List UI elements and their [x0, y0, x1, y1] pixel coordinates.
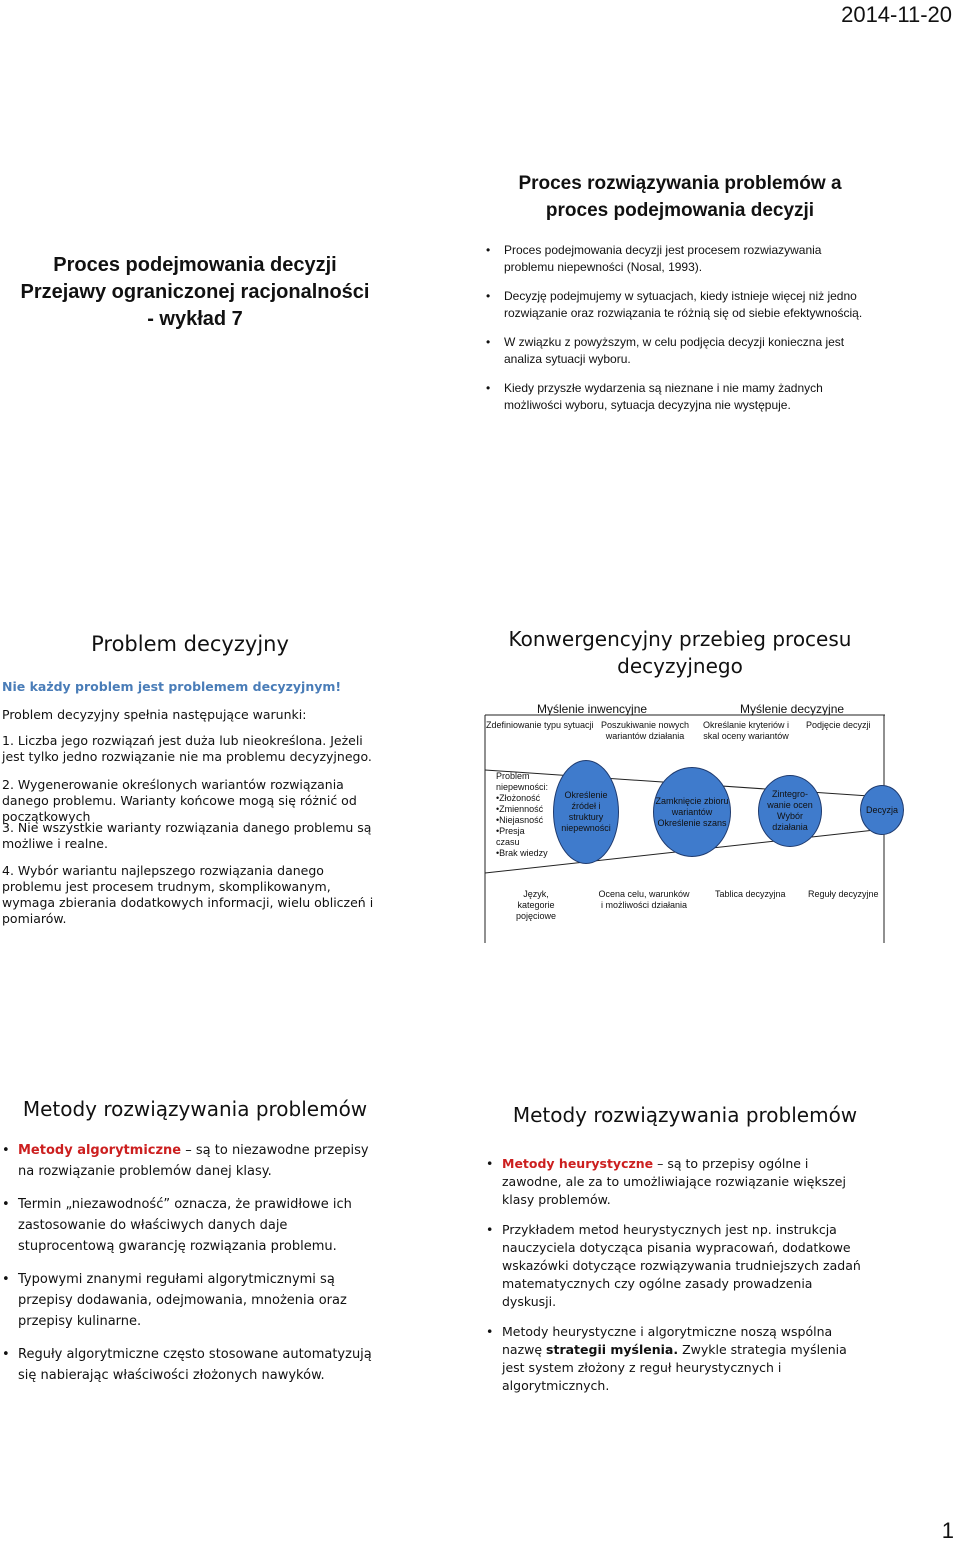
- slide1-line3: - wykład 7: [147, 308, 243, 330]
- slide6-b3-pre: Metody heurystyczne i algorytmiczne noszą wspólna nazwę: [502, 1324, 833, 1357]
- slide2-title: [490, 170, 870, 224]
- problem-line: czasu: [496, 837, 520, 847]
- slide3-item-4: 4. Wybór wariantu najlepszego rozwiązania danego problemu jest procesem trudnym, skomplikowanym, wymaga zbierania dodatkowych informacji, wielu obliczeń i pomiarów.: [2, 863, 374, 926]
- slide2-bullets: [486, 242, 866, 426]
- slide5-b1-rest: – są to niezawodne przepisy na rozwiązanie problemów danej klasy.: [18, 1143, 369, 1179]
- slide6-bullet: [486, 1323, 866, 1395]
- ellipse-sources: [553, 760, 619, 864]
- ellipse-integrating: [758, 775, 822, 847]
- problem-line: •Niejasność: [496, 815, 544, 825]
- step-decide: Podjęcie decyzji: [806, 720, 871, 730]
- problem-box: [496, 771, 552, 859]
- slide6-bullet: • Przykładem metod heurystycznych jest np. instrukcja nauczyciela dotycząca pisania wypracowań, dodatkowe wskazówki dotyczące rozwiązywania trudniejszych zadań matematycznych czy ogólne zasady prowadzenia dyskusji.: [486, 1221, 866, 1311]
- step-define: Zdefiniowanie typu sytuacji: [486, 720, 594, 730]
- slide5-b1-term: Metody algorytmiczne: [18, 1143, 182, 1158]
- slide2-bullet: • W związku z powyższym, w celu podjęcia decyzji konieczna jest analiza sytuacji wyboru.: [486, 334, 866, 368]
- slide3-intro: Problem decyzyjny spełnia następujące warunki:: [2, 707, 307, 722]
- problem-line: •Brak wiedzy: [496, 848, 548, 858]
- problem-line: •Złożoność: [496, 793, 541, 803]
- step-search: Poszukiwanie nowych wariantów działania: [600, 720, 690, 741]
- slide4-title: [490, 626, 870, 680]
- slide2-title-line1: Proces rozwiązywania problemów a: [518, 173, 842, 194]
- tool-decision-table: Tablica decyzyjna: [715, 889, 786, 899]
- problem-line: niepewności:: [496, 782, 549, 792]
- slide3-title: Problem decyzyjny: [91, 632, 289, 656]
- slide6-b1-term: Metody heurystyczne: [502, 1156, 654, 1171]
- slide2-bullet: • Kiedy przyszłe wydarzenia są nieznane i nie mamy żadnych możliwości wyboru, sytuacja decyzyjna nie występuje.: [486, 380, 866, 414]
- page-date: 2014-11-20: [841, 2, 952, 27]
- ellipse-closing: [653, 767, 731, 857]
- slide6-bullet: [486, 1155, 866, 1209]
- ellipse-decision: [860, 785, 904, 835]
- slide5-bullet: [2, 1140, 380, 1182]
- slide5-bullets: [2, 1140, 380, 1398]
- tool-assessment: Ocena celu, warunków i możliwości działania: [598, 889, 690, 910]
- phase-right-label: Myślenie decyzyjne: [740, 702, 845, 716]
- ellipse-decision-label: Decyzja: [865, 804, 898, 815]
- slide6-b3-term: strategii myślenia.: [546, 1342, 679, 1357]
- tool-language: Język, kategorie pojęciowe: [515, 889, 557, 921]
- ellipse-sources-label: Określenie źródeł i struktury niepewności: [561, 790, 611, 833]
- tool-decision-rules: Reguły decyzyjne: [808, 889, 879, 899]
- slide3-highlight: Nie każdy problem jest problemem decyzyjnym!: [2, 679, 342, 694]
- slide1-line2: Przejawy ograniczonej racjonalności: [20, 281, 370, 303]
- slide5-title: Metody rozwiązywania problemów: [22, 1097, 368, 1121]
- problem-line: •Presja: [496, 826, 525, 836]
- slide4-title-line1: Konwergencyjny przebieg procesu: [508, 627, 852, 651]
- slide5-bullet: • Termin „niezawodność” oznacza, że prawidłowe ich zastosowanie do właściwych danych daje stuprocentową gwarancję rozwiązania problemu.: [2, 1194, 380, 1257]
- slide3-item-3: 3. Nie wszystkie warianty rozwiązania danego problemu są możliwe i realne.: [2, 820, 372, 851]
- slide1-title: [20, 252, 370, 333]
- page-number: 1: [941, 1518, 954, 1543]
- slide6-b1-rest: – są to przepisy ogólne i zawodne, ale za to umożliwiające rozwiązanie większej klasy problemów.: [502, 1156, 846, 1207]
- slide6-bullets: [486, 1155, 866, 1407]
- slide3-item-1: 1. Liczba jego rozwiązań jest duża lub nieokreślona. Jeżeli jest tylko jedno rozwiązanie nie ma problemu decyzyjnego.: [2, 733, 372, 764]
- slide2-bullet: • Proces podejmowania decyzji jest procesem rozwiazywania problemu niepewności (Nosal, 1993).: [486, 242, 866, 276]
- slide5-bullet: • Typowymi znanymi regułami algorytmicznymi są przepisy dodawania, odejmowania, mnożenia oraz przepisy kulinarne.: [2, 1269, 380, 1332]
- ellipse-closing-label: Zamknięcie zbioru wariantów Określenie szans: [655, 795, 729, 828]
- slide6-title: Metody rozwiązywania problemów: [512, 1103, 858, 1127]
- slide4-title-line2: decyzyjnego: [617, 654, 743, 678]
- slide2-bullet: • Decyzję podejmujemy w sytuacjach, kiedy istnieje więcej niż jedno rozwiązanie oraz rozwiązania te różnią się od siebie efektywnością.: [486, 288, 866, 322]
- slide6-b3-post: Zwykle strategia myślenia jest system złożony z reguł heurystycznych i algorytmicznych.: [502, 1342, 847, 1393]
- phase-left-label: Myślenie inwencyjne: [537, 702, 648, 716]
- slide5-bullet: • Reguły algorytmiczne często stosowane automatyzują się nabierając właściwości złożonych nawyków.: [2, 1344, 380, 1386]
- ellipse-integrating-label: Zintegro- wanie ocen Wybór działania: [767, 789, 813, 832]
- slide2-title-line2: proces podejmowania decyzji: [545, 200, 815, 221]
- problem-line: •Zmienność: [496, 804, 544, 814]
- step-criteria: Określanie kryteriów i skal oceny wariantów: [702, 720, 790, 741]
- problem-line: Problem: [496, 771, 530, 781]
- slide1-line1: Proces podejmowania decyzji: [53, 254, 337, 276]
- slide3-item-2: 2. Wygenerowanie określonych wariantów rozwiązania danego problemu. Warianty końcowe mogą się różnić od początkowych: [2, 777, 357, 824]
